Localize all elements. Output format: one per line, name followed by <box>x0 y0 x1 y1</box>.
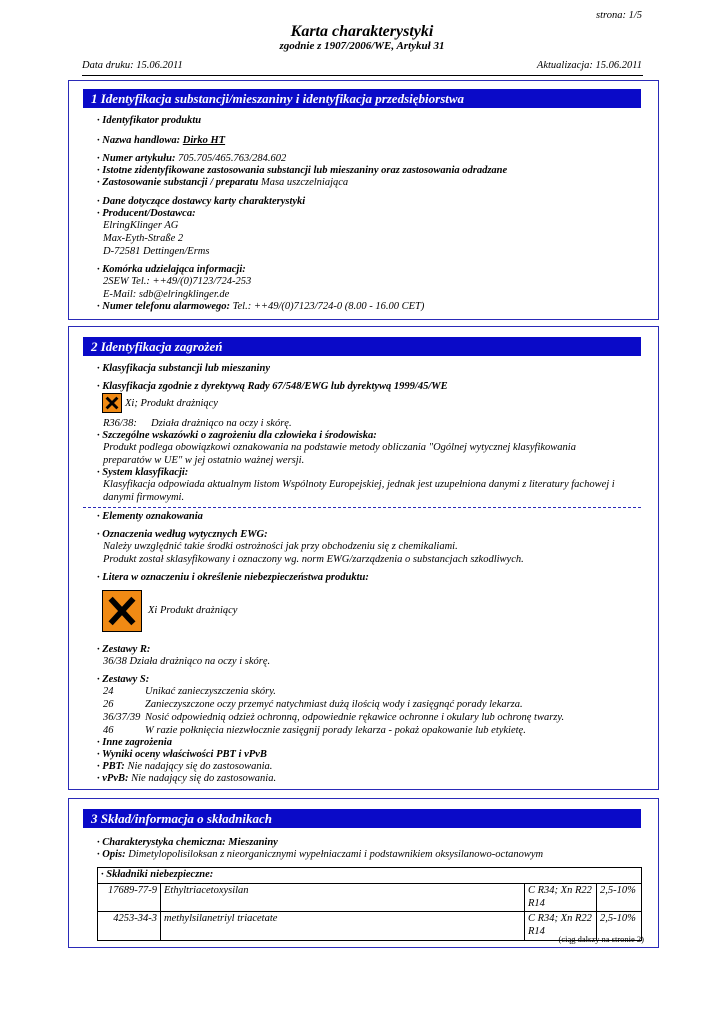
continued-note: (ciąg dalszy na stronie 2) <box>558 934 644 944</box>
ewg-label: · Oznaczenia według wytycznych EWG: <box>97 529 268 540</box>
component-classification: C R34; Xn R22 R14 <box>525 883 597 912</box>
component-name: Ethyltriacetoxysilan <box>161 883 525 912</box>
usage-label: · Zastosowanie substancji / preparatu <box>97 177 259 188</box>
s-sets-label: · Zestawy S: <box>97 674 150 685</box>
classification-system-line: Klasyfikacja odpowiada aktualnym listom Wspólnoty Europejskiej, jednak jest uzupełniona danymi z literatury fachowej i <box>103 479 615 490</box>
pbt-value: Nie nadający się do zastosowania. <box>127 761 273 772</box>
usage-line <box>97 177 348 190</box>
other-hazards: · Inne zagrożenia <box>97 737 172 748</box>
component-name: methylsilanetriyl triacetate <box>161 912 525 941</box>
producer-line: Max-Eyth-Straße 2 <box>103 233 184 244</box>
classification-system-line: danymi firmowymi. <box>103 492 185 503</box>
usage-value: Masa uszczelniająca <box>260 177 349 188</box>
pbt-line <box>97 761 272 774</box>
emergency-value: Tel.: ++49/(0)7123/724-0 (8.00 - 16.00 CET) <box>232 301 425 312</box>
s-set-text: Zanieczyszczone oczy przemyć natychmiast dużą ilością wody i zasięgnąć porady lekarza. <box>145 699 523 710</box>
r-sets-value: 36/38 Działa drażniąco na oczy i skórę. <box>103 656 271 667</box>
component-classification: C R34; Xn R22 R14 <box>525 912 597 941</box>
classification-system-label: · System klasyfikacji: <box>97 467 189 478</box>
emergency-line <box>97 301 424 314</box>
r-text: Działa drażniąco na oczy i skórę. <box>151 418 292 429</box>
trade-name-label: · Nazwa handlowa: <box>97 135 181 146</box>
print-date: Data druku: 15.06.2011 <box>82 60 183 71</box>
xi-big-label: Xi Produkt drażniący <box>148 605 238 616</box>
dashed-divider <box>83 507 641 508</box>
producer-label: · Producent/Dostawca: <box>97 208 196 219</box>
vpvb-value: Nie nadający się do zastosowania. <box>131 773 277 784</box>
s-set-text: Unikać zanieczyszczenia skóry. <box>145 686 276 697</box>
s-set-text: Nosić odpowiednią odzież ochronną, odpowiednie rękawice ochronne i okulary lub ochronę twarzy. <box>145 712 565 723</box>
section-2 <box>68 326 659 790</box>
r-code: R36/38: <box>103 418 137 429</box>
table-header-row <box>98 868 642 884</box>
xi-label: Xi; Produkt drażniący <box>125 398 218 409</box>
header-rule <box>82 75 643 76</box>
emergency-label: · Numer telefonu alarmowego: <box>97 301 230 312</box>
pbt-results: · Wyniki oceny właściwości PBT i vPvB <box>97 749 267 760</box>
info-label: · Komórka udzielająca informacji: <box>97 264 246 275</box>
cas-number: 4253-34-3 <box>98 912 161 941</box>
trade-name-line <box>97 135 225 148</box>
special-hazards-line: preparatów w UE" w jej ostatnio ważnej wersji. <box>103 455 305 466</box>
ewg-line: Produkt został sklasyfikowany i oznaczony wg. norm EWG/zarządzenia o substancjach szkodliwych. <box>103 554 524 565</box>
label-elements: · Elementy oznakowania <box>97 511 203 522</box>
update-date: Aktualizacja: 15.06.2011 <box>536 60 642 71</box>
s-set-text: W razie połknięcia niezwłocznie zasięgnij porady lekarza - pokaż opakowanie lub etykietę. <box>145 725 526 736</box>
table-row <box>98 883 642 912</box>
trade-name: Dirko HT <box>182 135 226 146</box>
article-number-label: · Numer artykułu: <box>97 153 176 164</box>
section-3-heading: 3 Skład/informacja o składnikach <box>83 809 641 828</box>
description-label: · Opis: <box>97 849 126 860</box>
article-number-line <box>97 153 286 166</box>
producer-line: D-72581 Dettingen/Erms <box>103 246 210 257</box>
info-line: 2SEW Tel.: ++49/(0)7123/724-253 <box>103 276 252 287</box>
supplier-details: · Dane dotyczące dostawcy karty charakterystyki <box>97 196 306 207</box>
document-title: Karta charakterystyki <box>290 23 434 40</box>
special-hazards-label: · Szczególne wskazówki o zagrożeniu dla człowieka i środowiska: <box>97 430 377 441</box>
table-header: · Składniki niebezpieczne: <box>98 868 642 884</box>
s-set-code: 26 <box>103 699 114 710</box>
description-value: Dimetylopolisiloksan z nieorganicznymi wypełniaczami i podstawnikiem oksysilanowo-octanowym <box>128 849 544 860</box>
ewg-line: Należy uwzględnić takie środki ostrożności jak przy obchodzeniu się z chemikaliami. <box>103 541 458 552</box>
section-2-heading: 2 Identyfikacja zagrożeń <box>83 337 641 356</box>
hazard-letter-label: · Litera w oznaczeniu i określenie niebezpieczeństwa produktu: <box>97 572 369 583</box>
vpvb-label: · vPvB: <box>97 773 129 784</box>
hazardous-components-table <box>97 867 642 941</box>
producer-line: ElringKlinger AG <box>103 220 179 231</box>
r-sets-label: · Zestawy R: <box>97 644 151 655</box>
component-concentration: 2,5-10% <box>597 883 642 912</box>
section-1 <box>68 80 659 320</box>
identified-uses: · Istotne zidentyfikowane zastosowania substancji lub mieszaniny oraz zastosowania odradzane <box>97 165 508 176</box>
cas-number: 17689-77-9 <box>98 883 161 912</box>
s-set-code: 46 <box>103 725 114 736</box>
pbt-label: · PBT: <box>97 761 125 772</box>
component-concentration: 2,5-10% <box>597 912 642 941</box>
xi-hazard-large-icon <box>102 590 142 632</box>
classification-heading: · Klasyfikacja substancji lub mieszaniny <box>97 363 270 374</box>
article-number: 705.705/465.763/284.602 <box>178 153 287 164</box>
info-line: E-Mail: sdb@elringklinger.de <box>103 289 230 300</box>
section-1-heading: 1 Identyfikacja substancji/mieszaniny i identyfikacja przedsiębiorstwa <box>83 89 641 108</box>
description-line <box>97 849 543 862</box>
special-hazards-line: Produkt podlega obowiązkowi oznakowania na podstawie metody obliczania "Ogólnej wytycznej klasyfikowania <box>103 442 576 453</box>
chemical-characterization: · Charakterystyka chemiczna: Mieszaniny <box>97 837 278 848</box>
section-3 <box>68 798 659 948</box>
vpvb-line <box>97 773 276 786</box>
classification-directive: · Klasyfikacja zgodnie z dyrektywą Rady 67/548/EWG lub dyrektywą 1999/45/WE <box>97 381 448 392</box>
xi-hazard-icon <box>102 393 122 413</box>
s-set-code: 24 <box>103 686 114 697</box>
document-subtitle: zgodnie z 1907/2006/WE, Artykuł 31 <box>279 40 445 52</box>
page-number: strona: 1/5 <box>596 10 642 21</box>
s-set-code: 36/37/39 <box>103 712 141 723</box>
product-identifier: · Identyfikator produktu <box>97 115 202 126</box>
